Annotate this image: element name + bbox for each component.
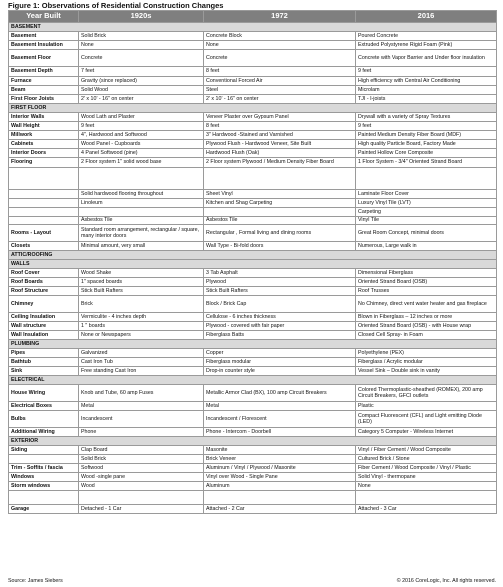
table-row [9, 140, 497, 149]
cell-1920s: Solid Brick [79, 455, 204, 464]
cell-2016: Oriented Strand Board (OSB) - with House wrap [356, 322, 497, 331]
cell-1972 [204, 208, 356, 217]
figure-title: Figure 1: Observations of Residential Construction Changes [8, 1, 224, 10]
row-category: Interior Walls [9, 113, 79, 122]
cell-2016: Colored Thermoplastic-sheathed (ROMEX), 200 amp Circuit Breakers, GFCI outlets [356, 385, 497, 402]
cell-1920s: Solid Brick [79, 32, 204, 41]
cell-2016: Blown in Fiberglass – 12 inches or more [356, 313, 497, 322]
cell-1972: Asbestos Tile [204, 217, 356, 225]
section-label: WALLS [9, 260, 497, 269]
cell-1972: Hardwood Flush (Oak) [204, 149, 356, 158]
row-category: Bathtub [9, 358, 79, 367]
cell-1920s: Solid hardwood flooring throughout [79, 190, 204, 199]
row-category: Garage [9, 505, 79, 514]
section-row [9, 104, 497, 113]
cell-1972: Wall Type - Bi-fold doors [204, 242, 356, 251]
header-2016: 2016 [356, 11, 497, 23]
cell-2016: Solid Vinyl - thermopane [356, 473, 497, 482]
table-row [9, 455, 497, 464]
cell-2016 [356, 168, 497, 190]
cell-2016: Fiber Cement / Wood Composite / Vinyl / Plastic [356, 464, 497, 473]
cell-1920s: Galvanized [79, 349, 204, 358]
table-row [9, 358, 497, 367]
row-category: Closets [9, 242, 79, 251]
cell-1920s: 7 feet [79, 67, 204, 77]
cell-2016: Drywall with a variety of Spray Textures [356, 113, 497, 122]
cell-1920s: Wood [79, 482, 204, 491]
cell-2016: Poured Concrete [356, 32, 497, 41]
cell-1972: Veneer Plaster over Gypsum Panel [204, 113, 356, 122]
row-category: Siding [9, 446, 79, 455]
row-category: Cabinets [9, 140, 79, 149]
table-row [9, 67, 497, 77]
cell-1920s: Phone [79, 428, 204, 437]
cell-2016: Great Room Concept, minimal doors [356, 225, 497, 242]
section-row [9, 376, 497, 385]
cell-1920s: Linoleum [79, 199, 204, 208]
table-row [9, 331, 497, 340]
table-row [9, 464, 497, 473]
row-category [9, 190, 79, 199]
row-category [9, 217, 79, 225]
row-category [9, 491, 79, 505]
cell-1920s [79, 208, 204, 217]
cell-2016: Laminate Floor Cover [356, 190, 497, 199]
cell-1920s: Minimal amount, very small [79, 242, 204, 251]
cell-1920s: 9 feet [79, 122, 204, 131]
cell-1972: Plywood Flush - Hardwood Veneer, Site Built [204, 140, 356, 149]
table-row [9, 491, 497, 505]
table-row [9, 482, 497, 491]
cell-1972 [204, 491, 356, 505]
row-category [9, 208, 79, 217]
cell-1920s: 1" spaced boards [79, 278, 204, 287]
cell-1920s: Vermiculite - 4 inches depth [79, 313, 204, 322]
cell-2016: Painted Hollow Core Composite [356, 149, 497, 158]
cell-1920s: Free standing Cast Iron [79, 367, 204, 376]
cell-2016: Luxury Vinyl Tile (LVT) [356, 199, 497, 208]
cell-1972 [204, 168, 356, 190]
cell-2016: Vinyl / Fiber Cement / Wood Composite [356, 446, 497, 455]
table-row [9, 168, 497, 190]
cell-1920s: Wood -single pane [79, 473, 204, 482]
section-label: FIRST FLOOR [9, 104, 497, 113]
row-category: Electrical Boxes [9, 402, 79, 411]
row-category: Bulbs [9, 411, 79, 428]
header-1920s: 1920s [79, 11, 204, 23]
cell-1920s: Clap Board [79, 446, 204, 455]
table-row [9, 242, 497, 251]
table-row [9, 199, 497, 208]
cell-2016: Cultured Brick / Stone [356, 455, 497, 464]
table-row [9, 158, 497, 168]
row-category: Flooring [9, 158, 79, 168]
cell-1972: Sheet Vinyl [204, 190, 356, 199]
table-row [9, 349, 497, 358]
cell-1972: 3 Tab Asphalt [204, 269, 356, 278]
cell-2016: High quality Particle Board, Factory Made [356, 140, 497, 149]
cell-1920s: Cast Iron Tub [79, 358, 204, 367]
row-category: Basement Insulation [9, 41, 79, 50]
cell-2016: Plastic [356, 402, 497, 411]
cell-1920s: Knob and Tube, 60 amp Fuses [79, 385, 204, 402]
cell-1920s: 4 Panel Softwood (pine) [79, 149, 204, 158]
table-row [9, 367, 497, 376]
table-row [9, 428, 497, 437]
section-label: EXTERIOR [9, 437, 497, 446]
cell-2016: TJI - I-joists [356, 95, 497, 104]
table-row [9, 446, 497, 455]
cell-1972: Cellulose - 6 inches thickness [204, 313, 356, 322]
table-row [9, 32, 497, 41]
row-category: Roof Boards [9, 278, 79, 287]
cell-2016: Oriented Strand Board (OSB) [356, 278, 497, 287]
header-year-built: Year Built [9, 11, 79, 23]
cell-2016: Vinyl Tile [356, 217, 497, 225]
row-category [9, 199, 79, 208]
table-row [9, 287, 497, 296]
cell-2016: Dimensional Fiberglass [356, 269, 497, 278]
cell-1920s: Softwood [79, 464, 204, 473]
cell-1920s [79, 168, 204, 190]
cell-1972: Rectangular , Formal living and dining rooms [204, 225, 356, 242]
cell-1920s: Brick [79, 296, 204, 313]
table-row [9, 296, 497, 313]
table-row [9, 269, 497, 278]
cell-1972: Metallic Armor Clad (BX), 100 amp Circuit Breakers [204, 385, 356, 402]
cell-1972: 3" Hardwood -Stained and Varnished [204, 131, 356, 140]
cell-1920s: Incandescent [79, 411, 204, 428]
cell-1972: Steel [204, 86, 356, 95]
table-body [9, 23, 497, 514]
cell-1972: Attached - 2 Car [204, 505, 356, 514]
cell-1972: Incandescent / Florescent [204, 411, 356, 428]
row-category: Roof Structure [9, 287, 79, 296]
row-category: Sink [9, 367, 79, 376]
row-category [9, 455, 79, 464]
construction-changes-table [8, 10, 497, 514]
cell-2016: Closed Cell Spray- in Foam [356, 331, 497, 340]
row-category: Additional Wiring [9, 428, 79, 437]
cell-1972: 8 feet [204, 122, 356, 131]
cell-1920s: 4", Hardwood and Softwood [79, 131, 204, 140]
section-label: PLUMBING [9, 340, 497, 349]
cell-1972: 2' x 10' - 16" on center [204, 95, 356, 104]
cell-2016: High efficiency with Central Air Conditioning [356, 77, 497, 86]
cell-1972: Conventional Forced Air [204, 77, 356, 86]
section-row [9, 251, 497, 260]
cell-1920s: Concrete [79, 50, 204, 67]
cell-1920s: 2' x 10' - 16" on center [79, 95, 204, 104]
cell-1972: Fiberglass modular [204, 358, 356, 367]
row-category: First Floor Joists [9, 95, 79, 104]
cell-1920s: None [79, 41, 204, 50]
cell-1972: Stick Built Rafters [204, 287, 356, 296]
source-note: Source: James Siebers [8, 578, 63, 584]
section-row [9, 340, 497, 349]
cell-1972: Plywood - covered with fair paper [204, 322, 356, 331]
cell-1920s: 1 " boards [79, 322, 204, 331]
cell-1920s: Solid Wood [79, 86, 204, 95]
cell-2016: 9 feet [356, 122, 497, 131]
cell-1920s: Gravity (since replaced) [79, 77, 204, 86]
row-category: Trim - Soffits / fascia [9, 464, 79, 473]
row-category: Chimney [9, 296, 79, 313]
cell-1972: 8 feet [204, 67, 356, 77]
cell-1920s: Asbestos Tile [79, 217, 204, 225]
cell-1972: None [204, 41, 356, 50]
row-category: Wall Insulation [9, 331, 79, 340]
row-category: Storm windows [9, 482, 79, 491]
cell-1972: Brick Veneer [204, 455, 356, 464]
table-row [9, 131, 497, 140]
row-category: Wall structure [9, 322, 79, 331]
cell-2016: Painted Medium Density Fiber Board (MDF) [356, 131, 497, 140]
copyright-note: © 2016 CoreLogic, Inc. All rights reserved. [396, 578, 496, 584]
cell-1972: Concrete [204, 50, 356, 67]
cell-1920s: Wood Lath and Plaster [79, 113, 204, 122]
section-row [9, 260, 497, 269]
row-category: Pipes [9, 349, 79, 358]
table-row [9, 208, 497, 217]
cell-1972: Aluminum [204, 482, 356, 491]
cell-1972: Concrete Block [204, 32, 356, 41]
table-row [9, 113, 497, 122]
cell-2016: Polyethylene (PEX) [356, 349, 497, 358]
cell-1920s [79, 491, 204, 505]
row-category: Basement [9, 32, 79, 41]
cell-1972: Fiberglass Batts [204, 331, 356, 340]
table-row [9, 50, 497, 67]
cell-2016: Numerous, Large walk in [356, 242, 497, 251]
table-row [9, 149, 497, 158]
table-row [9, 122, 497, 131]
cell-2016: Carpeting [356, 208, 497, 217]
cell-1972: Phone - Intercom - Doorbell [204, 428, 356, 437]
row-category: Basement Floor [9, 50, 79, 67]
row-category: Basement Depth [9, 67, 79, 77]
cell-1972: Vinyl over Wood - Single Pane [204, 473, 356, 482]
section-label: BASEMENT [9, 23, 497, 32]
cell-2016: None [356, 482, 497, 491]
table-row [9, 41, 497, 50]
cell-1972: Plywood [204, 278, 356, 287]
cell-1972: Masonite [204, 446, 356, 455]
cell-1972: Block / Brick Cap [204, 296, 356, 313]
cell-2016: Fiberglass / Acrylic modular [356, 358, 497, 367]
cell-2016: Attached - 3 Car [356, 505, 497, 514]
row-category: Rooms - Layout [9, 225, 79, 242]
row-category: Millwork [9, 131, 79, 140]
cell-1920s: 2 Floor system 1" solid wood base [79, 158, 204, 168]
row-category: Interior Doors [9, 149, 79, 158]
row-category: Roof Cover [9, 269, 79, 278]
section-row [9, 437, 497, 446]
table-row [9, 77, 497, 86]
cell-1920s: Wood Shake [79, 269, 204, 278]
cell-1972: Drop-in counter style [204, 367, 356, 376]
cell-2016: 1 Floor System - 3/4" Oriented Strand Board [356, 158, 497, 168]
table-row [9, 385, 497, 402]
table-row [9, 190, 497, 199]
cell-2016: Vessel Sink – Double sink in vanity [356, 367, 497, 376]
cell-1972: Metal [204, 402, 356, 411]
cell-2016: Roof Trusses [356, 287, 497, 296]
cell-1920s: None or Newspapers [79, 331, 204, 340]
cell-2016: Extruded Polystyrene Rigid Foam (Pink) [356, 41, 497, 50]
section-label: ELECTRICAL [9, 376, 497, 385]
row-category: House Wiring [9, 385, 79, 402]
table-row [9, 473, 497, 482]
cell-2016: No Chimney, direct vent water heater and gas fireplace [356, 296, 497, 313]
cell-1972: Copper [204, 349, 356, 358]
cell-1972: Aluminum / Vinyl / Plywood / Masonite [204, 464, 356, 473]
cell-1920s: Detached - 1 Car [79, 505, 204, 514]
table-row [9, 322, 497, 331]
cell-2016: Compact Fluorescent (CFL) and Light emitting Diode (LED) [356, 411, 497, 428]
cell-1972: 2 Floor system Plywood / Medium Density Fiber Board [204, 158, 356, 168]
cell-1920s: Standard room arrangement, rectangular / square, many interior doors [79, 225, 204, 242]
row-category: Ceiling Insulation [9, 313, 79, 322]
table-row [9, 217, 497, 225]
cell-1920s: Wood Panel - Cupboards [79, 140, 204, 149]
table-row [9, 402, 497, 411]
table-row [9, 313, 497, 322]
cell-1920s: Stick Built Rafters [79, 287, 204, 296]
cell-2016: Microlam [356, 86, 497, 95]
cell-2016 [356, 491, 497, 505]
cell-2016: 9 feet [356, 67, 497, 77]
table-row [9, 505, 497, 514]
cell-1920s: Metal [79, 402, 204, 411]
row-category: Furnace [9, 77, 79, 86]
table-row [9, 225, 497, 242]
header-1972: 1972 [204, 11, 356, 23]
section-row [9, 23, 497, 32]
cell-2016: Category 5 Computer - Wireless Internet [356, 428, 497, 437]
row-category: Wall Height [9, 122, 79, 131]
table-row [9, 86, 497, 95]
row-category [9, 168, 79, 190]
row-category: Beam [9, 86, 79, 95]
table-row [9, 95, 497, 104]
table-row [9, 278, 497, 287]
row-category: Windows [9, 473, 79, 482]
cell-2016: Concrete with Vapor Barrier and Under floor insulation [356, 50, 497, 67]
section-label: ATTIC/ROOFING [9, 251, 497, 260]
table-header-row [9, 11, 497, 23]
table-row [9, 411, 497, 428]
cell-1972: Kitchen and Shag Carpeting [204, 199, 356, 208]
